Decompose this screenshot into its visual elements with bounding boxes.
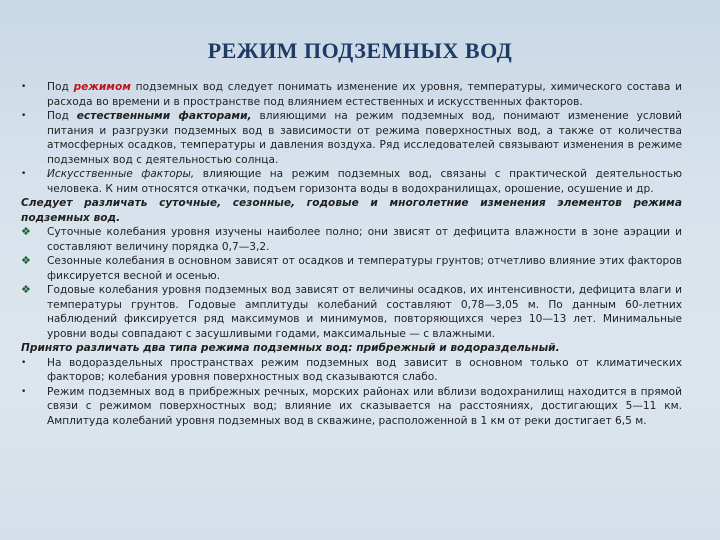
- text: влияющими на режим подземных вод, понимают изменение условий питания и разгрузки подземных вод в зависимости от режима поверхностных вод, а также от количества атмосферных осадков, температуры и давления воздуха. Ряд исследователей связывают изменения в режиме подземных вод с деятельностью солнца.: [47, 110, 682, 166]
- item-seasonal: [21, 254, 682, 283]
- heading-variation-types: Следует различать суточные, сезонные, годовые и многолетние изменения элементов режима подземных вод.: [21, 197, 682, 224]
- round-bullet-icon: •: [21, 82, 27, 92]
- text: На водораздельных пространствах режим подземных вод зависит в основном только от климатических факторов; колебания уровня поверхностных вод сказываются слабо.: [47, 356, 682, 383]
- item-daily: [21, 225, 682, 254]
- term-natural-factors: естественными факторами,: [76, 110, 252, 122]
- heading-regime-types: Принято различать два типа режима подземных вод: прибрежный и водораздельный.: [21, 342, 560, 354]
- text: влияющие на режим подземных вод, связаны с практической деятельностью человека. К ним относятся откачки, подъем горизонта воды в водохранилищах, орошение, осушение и др.: [47, 168, 682, 195]
- text: подземных вод следует понимать изменение их уровня, температуры, химического состава и расхода во времени и в пространстве под влиянием естественных и искусственных факторов.: [47, 81, 683, 108]
- text: Режим подземных вод в прибрежных речных, морских районах или вблизи водохранилищ находится в прямой связи с режимом поверхностных вод; влияние их сказывается на расстояниях, достигающих 5—11 км. Амплитуда колебаний уровня подземных вод в скважине, расположенной в 1 км от реки достигает 6,5 м.: [47, 385, 682, 427]
- term-regime: режимом: [73, 81, 131, 93]
- diamond-bullet-icon: ❖: [21, 225, 31, 238]
- text: Под: [47, 81, 74, 93]
- slide-content: [21, 80, 682, 428]
- term-artificial-factors: Искусственные факторы,: [47, 168, 195, 180]
- paragraph-regime-definition: [21, 80, 682, 109]
- round-bullet-icon: •: [21, 169, 27, 179]
- round-bullet-icon: •: [21, 357, 27, 368]
- text: Под: [47, 110, 77, 122]
- paragraph-natural-factors: [21, 109, 682, 167]
- text: Суточные колебания уровня изучены наиболее полно; они звисят от дефицита влажности в зоне аэрации и составляют величину порядка 0,7—3,2.: [47, 226, 682, 253]
- round-bullet-icon: •: [21, 386, 27, 397]
- text: Годовые колебания уровня подземных вод зависят от величины осадков, их интенсивности, дефицита влаги и температуры грунтов. Годовые амплитуды колебаний составляют 0,78—3,05 м. По данным 60-летних наблюдений фиксируется ряд максимумов и минимумов, повторяющихся через 10—13 лет. Минимальные уровни воды совпадают с засушливыми годами, максимальные — с влажными.: [47, 284, 682, 340]
- diamond-bullet-icon: ❖: [21, 283, 31, 296]
- item-watershed: [21, 356, 682, 385]
- diamond-bullet-icon: ❖: [21, 254, 31, 267]
- item-coastal: [21, 385, 682, 429]
- text: Сезонные колебания в основном зависят от осадков и температуры грунтов; отчетливо влияние этих факторов фиксируется весной и осенью.: [47, 255, 682, 282]
- round-bullet-icon: •: [21, 111, 27, 121]
- paragraph-artificial-factors: [21, 167, 682, 196]
- slide-title: РЕЖИМ ПОДЗЕМНЫХ ВОД: [207, 38, 513, 63]
- item-annual: [21, 283, 682, 341]
